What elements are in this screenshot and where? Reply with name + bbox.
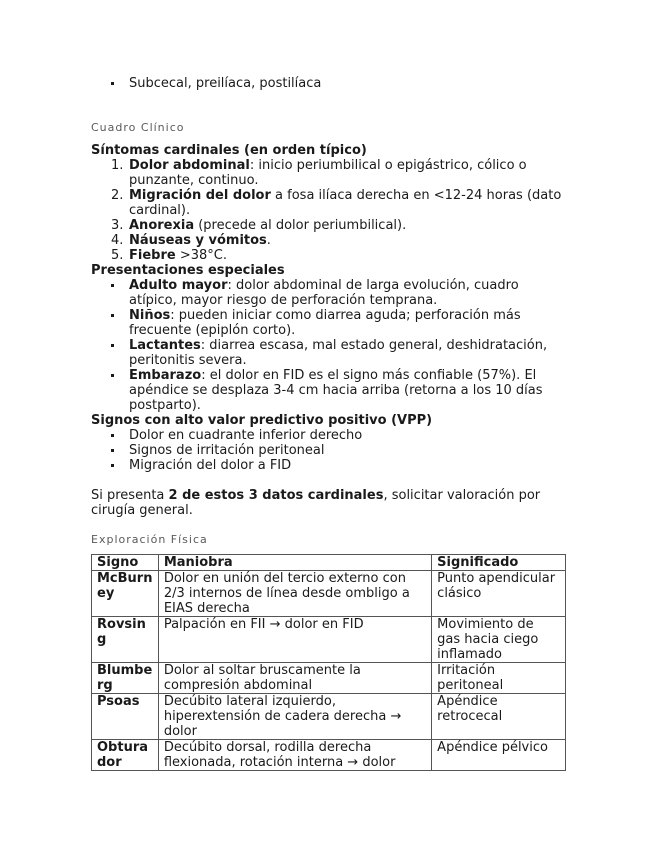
table-header-row	[92, 555, 566, 571]
table-row	[92, 617, 566, 663]
symptoms-heading: Síntomas cardinales (en orden típico)	[91, 143, 367, 158]
maneuver-cell: Dolor en unión del tercio externo con 2/3 internos de línea desde ombligo a EIAS derecha	[158, 571, 431, 617]
list-item: Dolor en cuadrante inferior derecho	[129, 428, 566, 443]
list-item: Lactantes: diarrea escasa, mal estado general, deshidratación, peritonitis severa.	[129, 338, 566, 368]
conclusion-paragraph: Si presenta 2 de estos 3 datos cardinales, solicitar valoración por cirugía general.	[91, 488, 541, 518]
table-row	[92, 663, 566, 694]
header-maniobra: Maniobra	[158, 555, 431, 571]
special-heading: Presentaciones especiales	[91, 263, 285, 278]
meaning-cell: Apéndice pélvico	[432, 740, 566, 771]
list-item: 2. Migración del dolor a fosa ilíaca derecha en <12-24 horas (dato cardinal).	[111, 188, 562, 218]
meaning-cell: Movimiento de gas hacia ciego inflamado	[432, 617, 566, 663]
list-item: Niños: pueden iniciar como diarrea aguda; perforación más frecuente (epiplón corto).	[129, 308, 566, 338]
header-signo: Signo	[92, 555, 159, 571]
location-list	[91, 76, 604, 91]
header-significado: Significado	[432, 555, 566, 571]
maneuver-cell: Decúbito dorsal, rodilla derecha flexionada, rotación interna → dolor	[158, 740, 431, 771]
section-title-clinical: Cuadro Clínico	[91, 121, 185, 134]
table-row	[92, 740, 566, 771]
list-item: 1. Dolor abdominal: inicio periumbilical o epigástrico, cólico o punzante, continuo.	[111, 158, 527, 188]
list-item: Signos de irritación peritoneal	[129, 443, 566, 458]
exam-table	[91, 554, 566, 771]
sign-name: Blumberg	[92, 663, 159, 694]
clinical-section	[91, 143, 566, 518]
list-item: Embarazo: el dolor en FID es el signo más confiable (57%). El apéndice se desplaza 3-4 cm hacia arriba (retorna a los 10 días postparto).	[129, 368, 566, 413]
list-item: 4. Náuseas y vómitos.	[111, 233, 271, 248]
vpp-list	[91, 428, 566, 473]
list-item: 3. Anorexia (precede al dolor periumbilical).	[111, 218, 407, 233]
list-item: Migración del dolor a FID	[129, 458, 566, 473]
vpp-heading: Signos con alto valor predictivo positivo (VPP)	[91, 413, 433, 428]
symptoms-list	[91, 158, 566, 263]
maneuver-cell: Dolor al soltar bruscamente la compresión abdominal	[158, 663, 431, 694]
maneuver-cell: Palpación en FII → dolor en FID	[158, 617, 431, 663]
table-row	[92, 694, 566, 740]
list-item: Adulto mayor: dolor abdominal de larga evolución, cuadro atípico, mayor riesgo de perforación temprana.	[129, 278, 566, 308]
sign-name: McBurney	[92, 571, 159, 617]
section-title-exam: Exploración Física	[91, 533, 208, 546]
sign-name: Obturador	[92, 740, 159, 771]
table-row	[92, 571, 566, 617]
special-list	[91, 278, 566, 413]
sign-name: Rovsing	[92, 617, 159, 663]
maneuver-cell: Decúbito lateral izquierdo, hiperextensión de cadera derecha → dolor	[158, 694, 431, 740]
sign-name: Psoas	[92, 694, 159, 740]
meaning-cell: Punto apendicular clásico	[432, 571, 566, 617]
list-item: Subcecal, preilíaca, postilíaca	[129, 76, 604, 91]
list-item: 5. Fiebre >38°C.	[111, 248, 227, 263]
meaning-cell: Apéndice retrocecal	[432, 694, 566, 740]
meaning-cell: Irritación peritoneal	[432, 663, 566, 694]
